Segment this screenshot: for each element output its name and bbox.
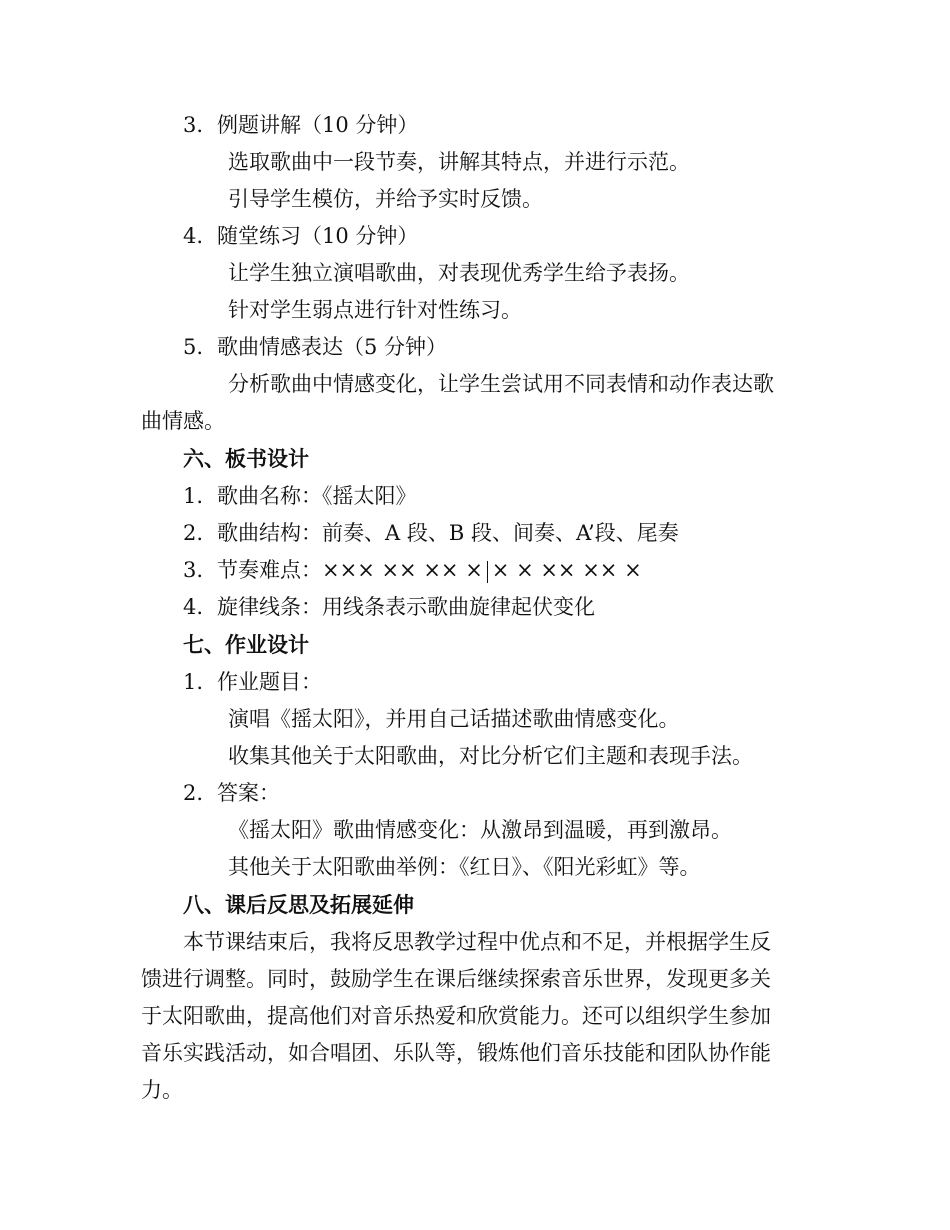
list-number: 1. (183, 484, 204, 508)
list-item-rhythm-difficulty (183, 556, 642, 584)
list-text: 歌曲结构：前奏、A 段、B 段、间奏、A’段、尾奏 (217, 521, 679, 545)
text-line: 让学生独立演唱歌曲，对表现优秀学生给予表扬。 (228, 261, 690, 285)
list-text: 随堂练习（10 分钟） (217, 224, 419, 248)
list-item-emotion-expression (183, 333, 447, 361)
list-item-example-explanation (183, 111, 418, 139)
section-heading-homework-design: 七、作业设计 (183, 633, 309, 657)
text-line: 演唱《摇太阳》，并用自己话描述歌曲情感变化。 (228, 707, 680, 731)
text-line: 选取歌曲中一段节奏，讲解其特点，并进行示范。 (228, 150, 690, 174)
text-line: 针对学生弱点进行针对性练习。 (228, 298, 522, 322)
text-line: 其他关于太阳歌曲举例：《红日》、《阳光彩虹》等。 (228, 855, 701, 879)
text-line: 《摇太阳》歌曲情感变化：从激昂到温暖，再到激昂。 (228, 818, 732, 842)
list-number: 5. (183, 335, 204, 359)
text-line: 曲情感。 (141, 409, 225, 433)
list-text: × × ×× ×× × (491, 558, 642, 582)
section-heading-reflection: 八、课后反思及拓展延伸 (183, 893, 414, 917)
list-text: 歌曲名称：《摇太阳》 (217, 484, 417, 508)
list-item-melody-lines (183, 593, 595, 621)
list-item-homework-topics (183, 668, 322, 696)
list-number: 2. (183, 521, 204, 545)
paragraph-line: 于太阳歌曲，提高他们对音乐热爱和欣赏能力。还可以组织学生参加 (141, 1004, 771, 1028)
text-line: 引导学生模仿，并给予实时反馈。 (228, 187, 543, 211)
list-text: 例题讲解（10 分钟） (217, 113, 419, 137)
list-text: 歌曲情感表达（5 分钟） (217, 335, 448, 359)
list-text: 旋律线条：用线条表示歌曲旋律起伏变化 (217, 595, 595, 619)
paragraph-line: 本节课结束后，我将反思教学过程中优点和不足，并根据学生反 (183, 930, 771, 954)
list-number: 1. (183, 670, 204, 694)
list-number: 4. (183, 595, 204, 619)
text-line: 分析歌曲中情感变化，让学生尝试用不同表情和动作表达歌 (228, 372, 774, 396)
paragraph-line: 馈进行调整。同时，鼓励学生在课后继续探索音乐世界，发现更多关 (141, 967, 771, 991)
list-text: 答案： (217, 781, 280, 805)
list-number: 3. (183, 558, 204, 582)
list-item-class-practice (183, 222, 418, 250)
list-item-song-name (183, 482, 417, 510)
list-text: 节奏难点：××× ×× ×× × (217, 558, 483, 582)
paragraph-line: 力。 (141, 1078, 183, 1102)
list-number: 3. (183, 113, 204, 137)
list-item-answers (183, 779, 280, 807)
bar-line (487, 561, 488, 583)
list-number: 2. (183, 781, 204, 805)
list-item-song-structure (183, 519, 679, 547)
paragraph-line: 音乐实践活动，如合唱团、乐队等，锻炼他们音乐技能和团队协作能 (141, 1041, 771, 1065)
text-line: 收集其他关于太阳歌曲，对比分析它们主题和表现手法。 (228, 744, 753, 768)
section-heading-blackboard-design: 六、板书设计 (183, 447, 309, 471)
list-text: 作业题目： (217, 670, 322, 694)
list-number: 4. (183, 224, 204, 248)
